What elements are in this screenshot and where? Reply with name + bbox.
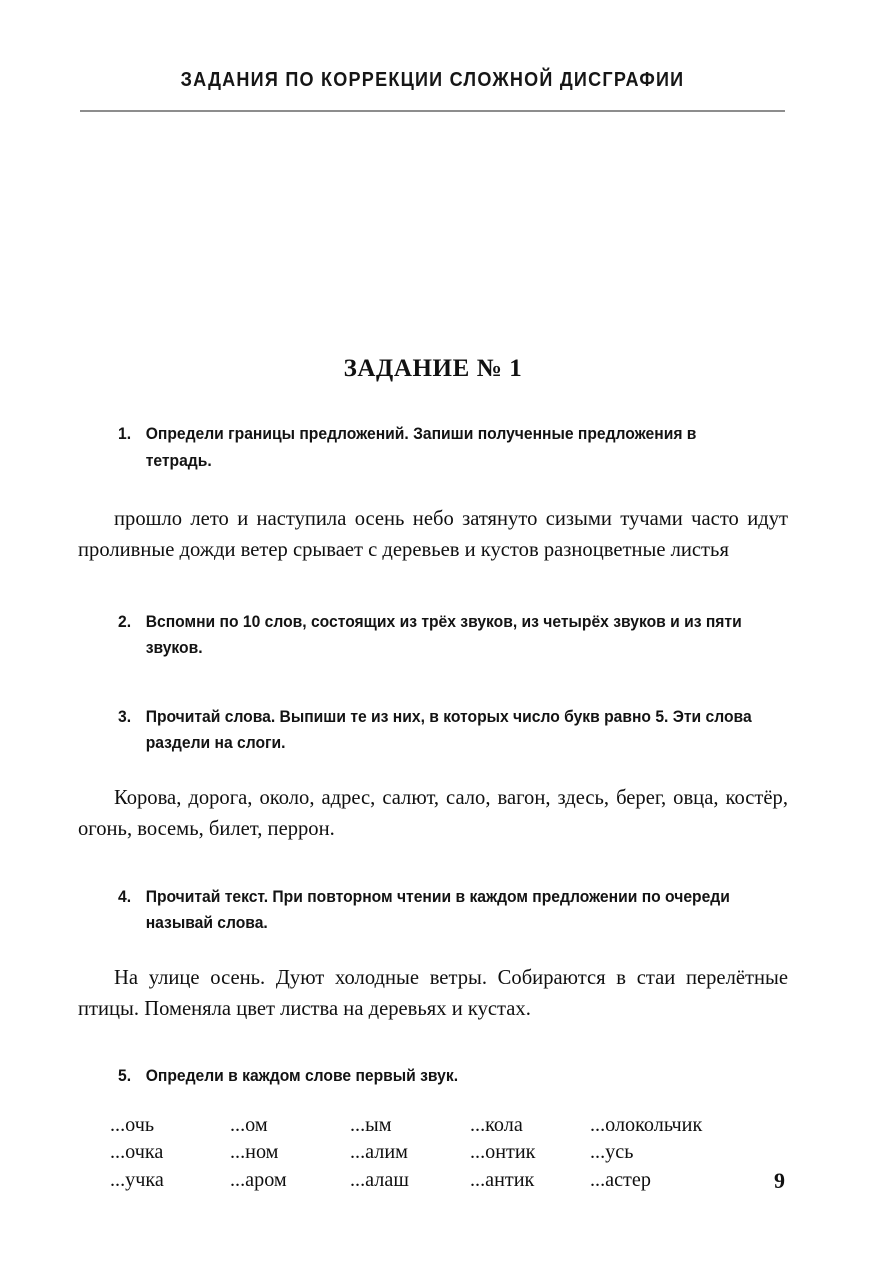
running-header-title: ЗАДАНИЯ ПО КОРРЕКЦИИ СЛОЖНОЙ ДИСГРАФИИ [180, 68, 685, 91]
word-cell: ...онтик [470, 1141, 536, 1164]
header-divider-rule [80, 110, 785, 112]
word-cell: ...ом [230, 1113, 268, 1136]
word-cell: ...очь [110, 1113, 155, 1136]
word-cell: ...кола [470, 1113, 523, 1136]
word-cell: ...усь [590, 1141, 634, 1164]
word-cell: ...алаш [350, 1168, 409, 1191]
task-item-1 [118, 421, 758, 474]
task-item-3 [118, 704, 758, 757]
spacer [78, 937, 788, 963]
page-content [78, 355, 788, 1194]
word-cell: ...аром [230, 1168, 287, 1191]
word-cell: ...антик [470, 1168, 535, 1191]
word-cell: ...алим [350, 1141, 408, 1164]
task-instruction-2: Вспомни по 10 слов, состоящих из трёх звуков, из четырёх звуков и из пяти звуков. [145, 612, 742, 658]
task-number-3: 3. [118, 707, 132, 726]
word-cell: ...очка [110, 1141, 164, 1164]
task-item-5 [118, 1063, 758, 1090]
task-body-3: Корова, дорога, около, адрес, салют, сало, вагон, здесь, берег, овца, костёр, огонь, восемь, билет, перрон. [78, 787, 788, 841]
spacer [78, 846, 788, 884]
word-cell: ...олокольчик [590, 1113, 703, 1136]
page-number: 9 [774, 1168, 785, 1193]
task-item-2 [118, 609, 758, 662]
task-number-1: 1. [118, 425, 132, 443]
spacer [78, 662, 788, 704]
word-cell: ...астер [590, 1168, 651, 1191]
task-body-1: прошло лето и наступила осень небо затянуто сизыми тучами часто идут проливные дожди ветер срывает с деревьев и кустов разноцветные листья [78, 508, 788, 562]
task-instruction-3: Прочитай слова. Выпиши те из них, в которых число букв равно 5. Эти слова раздели на слоги. [145, 707, 752, 753]
task-item-4 [118, 884, 758, 937]
word-cell: ...учка [110, 1168, 164, 1191]
task-number-5: 5. [118, 1067, 132, 1086]
spacer [78, 757, 788, 783]
word-cell: ...ым [350, 1113, 392, 1136]
task-number-2: 2. [118, 612, 132, 631]
word-cell: ...ном [230, 1141, 279, 1164]
spacer [78, 1025, 788, 1063]
page-title: ЗАДАНИЕ № 1 [343, 355, 523, 382]
task-instruction-1: Определи границы предложений. Запиши полученные предложения в тетрадь. [145, 425, 697, 470]
spacer [78, 474, 788, 504]
spacer [78, 567, 788, 609]
task-number-4: 4. [118, 887, 132, 906]
word-grid [110, 1112, 788, 1194]
task-instruction-4: Прочитай текст. При повторном чтении в каждом предложении по очереди называй слова. [145, 887, 730, 933]
task-instruction-5: Определи в каждом слове первый звук. [145, 1067, 459, 1086]
task-body-4: На улице осень. Дуют холодные ветры. Собираются в стаи перелётные птицы. Поменяла цвет листва на деревьях и кустах. [78, 966, 788, 1021]
